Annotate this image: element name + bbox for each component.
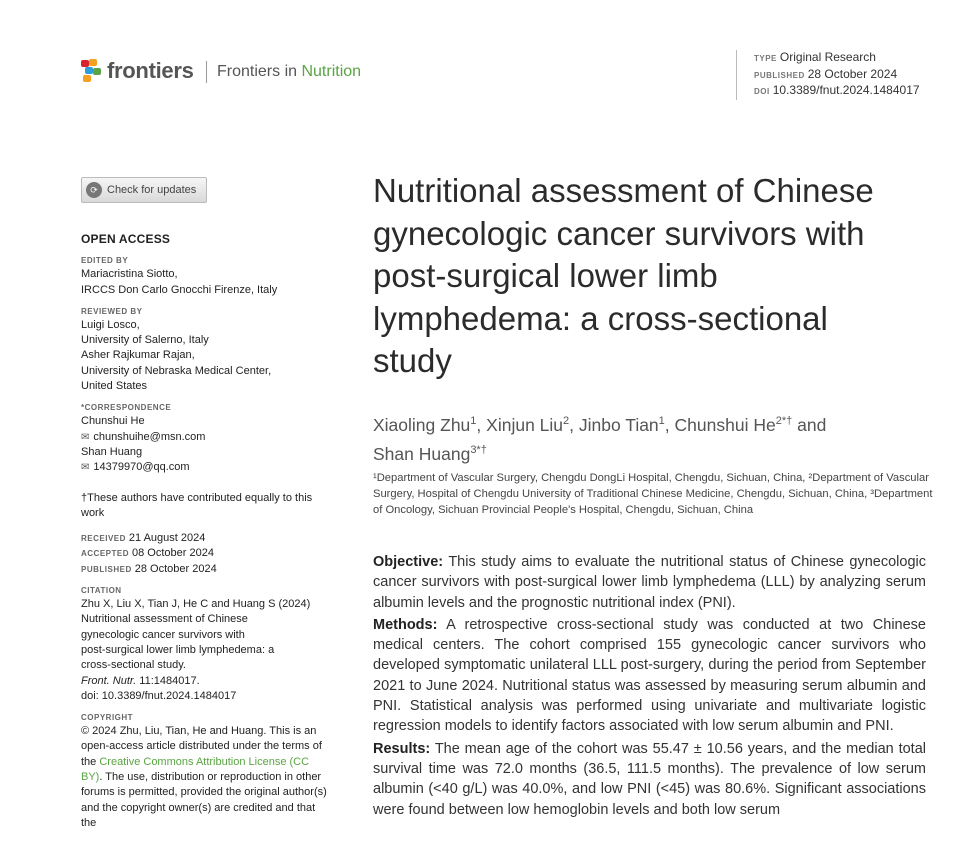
reviewer-line: Asher Rajkumar Rajan, bbox=[81, 349, 195, 362]
journal-subject: Nutrition bbox=[301, 63, 362, 80]
copyright-text bbox=[81, 724, 331, 831]
reviewed-by-label: REVIEWED BY bbox=[81, 306, 143, 316]
citation-doi[interactable]: doi: 10.3389/fnut.2024.1484017 bbox=[81, 689, 237, 702]
dates bbox=[81, 531, 331, 577]
author-list: Xiaoling Zhu$^1$, Xinjun Liu$^2$, Jinbo Tian$^1$, Chunshui $He^{2*\dagger}$ and Shan Huang$^{3*\dagger}$ bbox=[373, 414, 827, 464]
author-name[interactable]: Shan Huang bbox=[373, 443, 471, 464]
published-date: 28 October 2024 bbox=[134, 562, 217, 575]
author-name[interactable]: Chunshui He bbox=[674, 414, 776, 435]
citation-journal: Front. Nutr. bbox=[81, 674, 137, 687]
author-affil: 2 bbox=[563, 415, 570, 427]
journal-name[interactable] bbox=[206, 61, 361, 83]
sidebar bbox=[81, 232, 331, 831]
check-updates-button[interactable] bbox=[81, 177, 207, 203]
frontiers-logo[interactable] bbox=[81, 58, 194, 84]
edited-by-label: EDITED BY bbox=[81, 256, 129, 266]
received-date: 21 August 2024 bbox=[128, 532, 206, 545]
published-value: 28 October 2024 bbox=[807, 66, 898, 81]
abstract-text: This study aims to evaluate the nutritional status of Chinese gynecologic cancer survivors with post-surgical lower limb lymphedema (LLL) by analyzing serum albumin levels and the prognostic nutritional index (PNI). bbox=[373, 554, 926, 611]
abstract-results bbox=[373, 739, 926, 820]
editor-affiliation: IRCCS Don Carlo Gnocchi Firenze, Italy bbox=[81, 283, 278, 296]
accepted-label: ACCEPTED bbox=[81, 549, 130, 559]
doi-value[interactable]: 10.3389/fnut.2024.1484017 bbox=[772, 83, 920, 97]
abstract-objective bbox=[373, 552, 926, 613]
type-label: TYPE bbox=[754, 54, 777, 63]
citation-line: post-surgical lower limb lymphedema: a bbox=[81, 643, 275, 656]
author-name[interactable]: Jinbo Tian bbox=[578, 414, 659, 435]
copyright-part2: . The use, distribution or reproduction in other forums is permitted, provided the original author(s) and the copyright owner(s) are credited and that the bbox=[81, 771, 327, 829]
check-updates-label: Check for updates bbox=[107, 184, 197, 196]
corr1-name: Chunshui He bbox=[81, 415, 145, 428]
corr1-email-row[interactable] bbox=[81, 430, 331, 445]
citation-line: Nutritional assessment of Chinese bbox=[81, 613, 248, 626]
journal-prefix: Frontiers in bbox=[217, 63, 302, 80]
published-label: PUBLISHED bbox=[81, 564, 132, 574]
corr1-email[interactable]: chunshuihe@msn.com bbox=[93, 430, 206, 443]
abstract-label: Objective: bbox=[373, 554, 444, 570]
doi-label: DOI bbox=[754, 87, 770, 96]
check-updates-icon: ⟳ bbox=[86, 182, 102, 198]
abstract-label: Results: bbox=[373, 740, 431, 757]
correspondence-label: *CORRESPONDENCE bbox=[81, 403, 172, 413]
frontiers-logo-icon bbox=[81, 59, 103, 83]
citation-journal-line bbox=[81, 674, 331, 689]
article-meta bbox=[736, 50, 920, 100]
brand-name: frontiers bbox=[107, 58, 194, 83]
abstract-label: Methods: bbox=[373, 616, 438, 633]
copyright-part1: © 2024 Zhu, Liu, Tian, He and Huang. This is an open-access article distributed under the terms of the bbox=[81, 725, 322, 768]
corr2-name: Shan Huang bbox=[81, 445, 143, 458]
author-affil: 1 bbox=[470, 415, 477, 427]
editor-name: Mariacristina Siotto, bbox=[81, 268, 178, 281]
abstract-text: A retrospective cross-sectional study was conducted at two Chinese medical centers. The cohort comprised 155 gynecologic cancer survivors who developed symptomatic unilateral LLL post-surgery, during the period from September 2021 to June 2024. Nutritional status was assessed by measuring serum albumin and PNI. Statistical analysis was performed using univariate and multivariate logistic regression models to identify factors associated with low serum albumin and PNI. bbox=[373, 616, 926, 735]
reviewer-line: University of Nebraska Medical Center, bbox=[81, 364, 272, 377]
citation-label: CITATION bbox=[81, 586, 122, 596]
authors-and: and bbox=[797, 414, 827, 435]
reviewer-line: University of Salerno, Italy bbox=[81, 334, 209, 347]
abstract-methods bbox=[373, 615, 926, 737]
reviewer-line: Luigi Losco, bbox=[81, 318, 140, 331]
citation-line: Zhu X, Liu X, Tian J, He C and Huang S (2024) bbox=[81, 598, 311, 611]
open-access-label: OPEN ACCESS bbox=[81, 232, 171, 246]
author-affil: 1 bbox=[658, 415, 665, 427]
author-name[interactable]: Xiaoling Zhu bbox=[373, 414, 471, 435]
citation-line: cross-sectional study. bbox=[81, 659, 186, 672]
license-link[interactable]: Creative Commons Attribution License (CC BY) bbox=[81, 755, 310, 784]
accepted-date: 08 October 2024 bbox=[132, 547, 214, 560]
reviewer-line: United States bbox=[81, 380, 148, 393]
author-name[interactable]: Xinjun Liu bbox=[486, 414, 564, 435]
mail-icon: ✉ bbox=[81, 462, 90, 474]
author-affil: 3*† bbox=[470, 443, 487, 456]
received-label: RECEIVED bbox=[81, 534, 126, 544]
corr2-email-row[interactable] bbox=[81, 460, 331, 475]
copyright-label: COPYRIGHT bbox=[81, 713, 134, 723]
citation-line: gynecologic cancer survivors with bbox=[81, 628, 245, 641]
equal-contribution-note: †These authors have contributed equally to this work bbox=[81, 491, 313, 519]
corr2-email[interactable]: 14379970@qq.com bbox=[93, 461, 190, 474]
affiliations: ¹Department of Vascular Surgery, Chengdu DongLi Hospital, Chengdu, Sichuan, China, ²Department of Vascular Surgery, Hospital of Chengdu University of Traditional Chinese Medicine, Chengdu, Sichuan, China, ³Department of Oncology, Sichuan Provincial People's Hospital, Chengdu, Sichuan, China bbox=[373, 472, 933, 516]
author-affil: 2*† bbox=[775, 415, 793, 427]
published-label: PUBLISHED bbox=[754, 70, 805, 80]
type-value: Original Research bbox=[779, 50, 876, 64]
citation-volume: 11:1484017. bbox=[136, 674, 200, 687]
mail-icon: ✉ bbox=[81, 431, 90, 443]
article-title: Nutritional assessment of Chinese gynecologic cancer survivors with post-surgical lower limb lymphedema: a cross-sectional study bbox=[373, 172, 874, 379]
abstract bbox=[373, 552, 926, 822]
abstract-text: The mean age of the cohort was 55.47 ± 10.56 years, and the median total survival time was 72.0 months (36.5, 111.5 months). The prevalence of low serum albumin (<40 g/L) was 40.0%, and low PNI (<45) was 80.6%. Significant associations were found between low hemoglobin levels and both low serum bbox=[373, 740, 926, 818]
